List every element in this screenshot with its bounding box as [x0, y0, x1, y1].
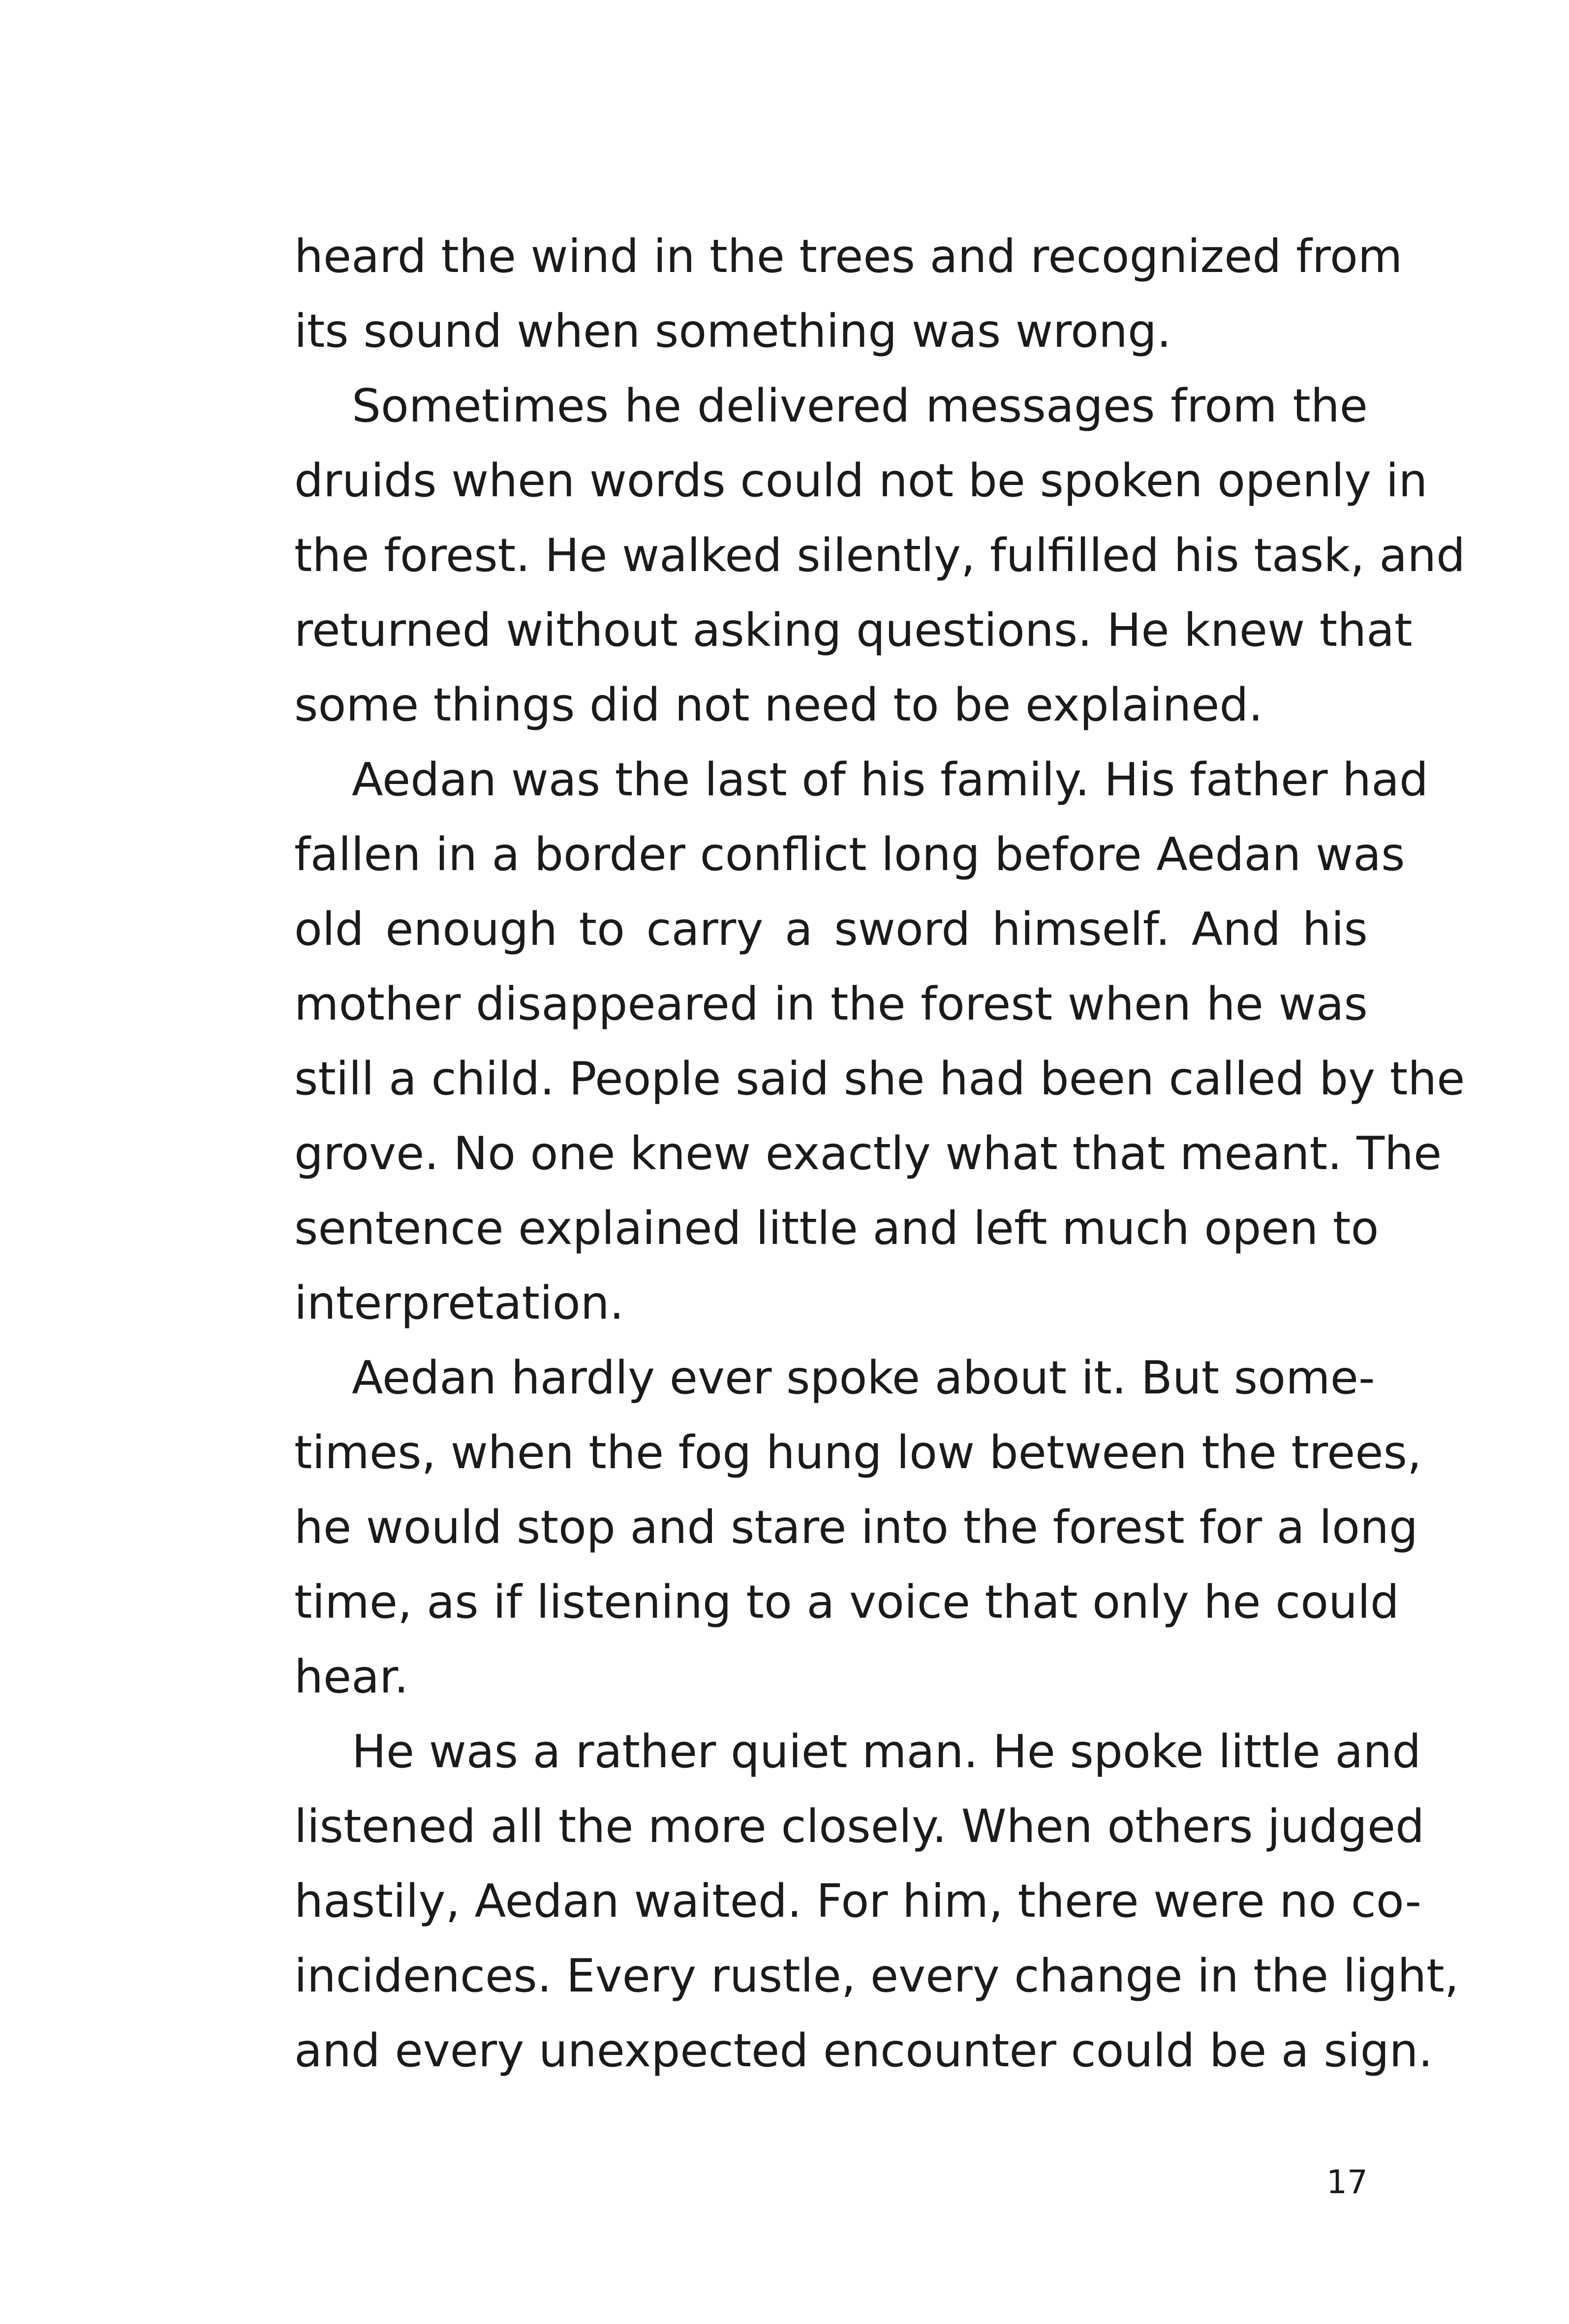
- text-line: Aedan was the last of his family. His father had: [352, 753, 1429, 806]
- text-line: its sound when something was wrong.: [294, 304, 1171, 358]
- text-line: He was a rather quiet man. He spoke little and: [352, 1725, 1421, 1778]
- text-line: old enough to carry a sword himself. And his: [294, 903, 1368, 956]
- text-line: hastily, Aedan waited. For him, there were no co-: [294, 1874, 1422, 1928]
- text-line: druids when words could not be spoken openly in: [294, 454, 1428, 507]
- text-line: mother disappeared in the forest when he was: [294, 977, 1368, 1030]
- text-line: some things did not need to be explained.: [294, 678, 1263, 731]
- text-line: heard the wind in the trees and recognized from: [294, 230, 1403, 283]
- text-line: still a child. People said she had been called by the: [294, 1052, 1465, 1105]
- text-line: the forest. He walked silently, fulfilled his task, and: [294, 529, 1466, 582]
- text-line: times, when the fog hung low between the trees,: [294, 1426, 1422, 1479]
- text-line: interpretation.: [294, 1276, 624, 1329]
- text-line: Sometimes he delivered messages from the: [352, 379, 1368, 432]
- text-line: Aedan hardly ever spoke about it. But some-: [352, 1351, 1375, 1404]
- page-number: 17: [1326, 2163, 1368, 2201]
- text-line: hear.: [294, 1650, 409, 1703]
- text-line: and every unexpected encounter could be a sign.: [294, 2024, 1433, 2077]
- text-line: he would stop and stare into the forest for a long: [294, 1501, 1418, 1554]
- text-line: time, as if listening to a voice that only he could: [294, 1575, 1399, 1629]
- text-line: listened all the more closely. When others judged: [294, 1800, 1425, 1853]
- body-text: [294, 219, 1466, 2088]
- text-line: incidences. Every rustle, every change in the light,: [294, 1949, 1459, 2002]
- text-line: sentence explained little and left much open to: [294, 1202, 1379, 1255]
- text-line: returned without asking questions. He knew that: [294, 604, 1413, 657]
- text-line: grove. No one knew exactly what that meant. The: [294, 1127, 1442, 1180]
- text-line: fallen in a border conflict long before Aedan was: [294, 828, 1405, 881]
